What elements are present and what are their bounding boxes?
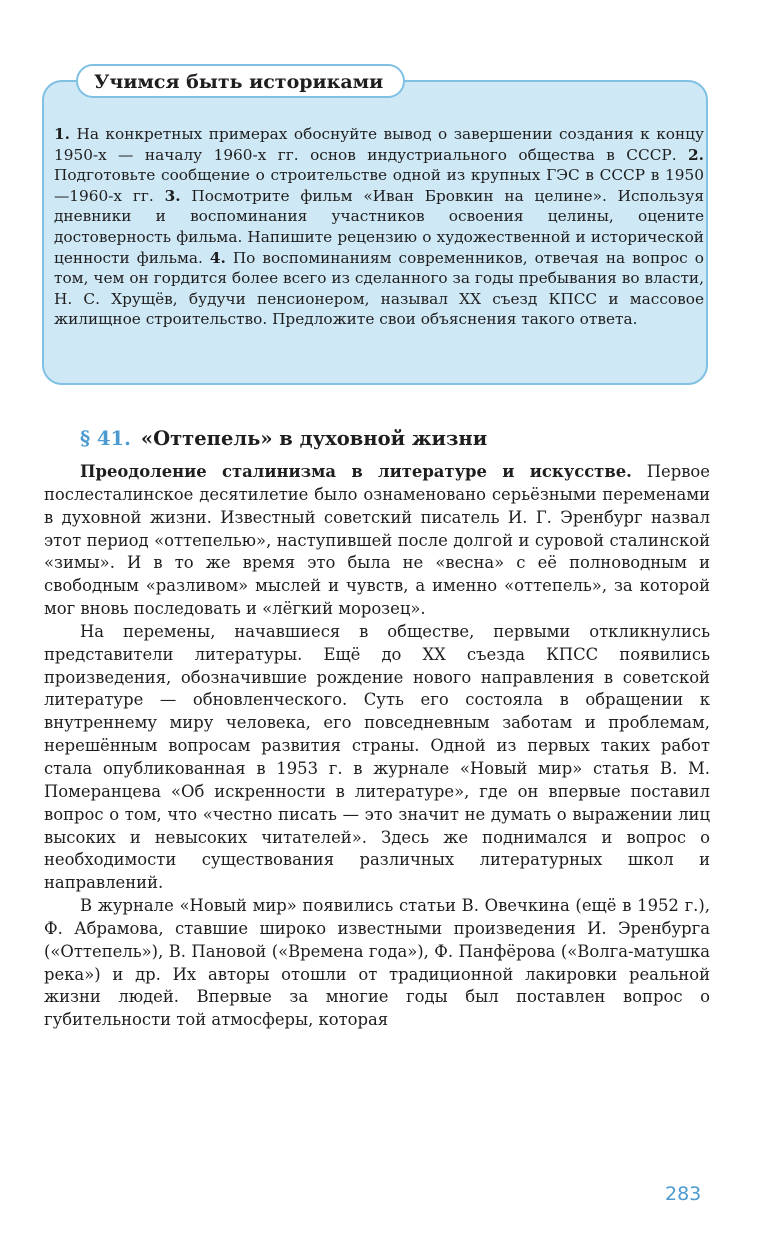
item-4-number: 4.	[209, 248, 226, 267]
item-2-number: 2.	[688, 145, 704, 164]
item-4-text: По воспоминаниям современников, отвечая на вопрос о том, чем он гордится более всего из сделанного за годы пребывания во власти, Н. С. Хрущёв, будучи пенсионером, называл XX съезд КПСС и массовое жилищное строительство. Предложите свои объяснения такого ответа.	[54, 248, 704, 329]
section-heading	[80, 427, 720, 450]
item-1-text: На конкретных примерах обоснуйте вывод о завершении создания к концу 1950-х — началу 1960-х гг. основ индустриального общества в СССР.	[54, 125, 705, 164]
assignment-text	[54, 124, 704, 330]
paragraph-1	[44, 461, 710, 621]
paragraph-2: На перемены, начавшиеся в обществе, первыми откликнулись представители литературы. Ещё до XX съезда КПСС появились произведения, обозначившие рождение нового направления в советской литературе — обновленческого. Суть его состояла в обращении к внутреннему миру человека, его повседневным заботам и проблемам, нерешённым вопросам развития страны. Одной из первых таких работ стала опубликованная в 1953 г. в журнале «Новый мир» статья В. М. Померанцева «Об искренности в литературе», где он впервые поставил вопрос о том, что «честно писать — это значит не думать о выражении лиц высоких и невысоких читателей». Здесь же поднимался и вопрос о необходимости существования различных литературных школ и направлений.	[44, 621, 710, 893]
item-2-text: Подготовьте сообщение о строительстве одной из крупных ГЭС в СССР в 1950—1960-х гг.	[54, 166, 704, 205]
assignment-box-title: Учимся быть историками	[76, 64, 405, 98]
paragraph-1-text: Первое послесталинское десятилетие было ознаменовано серьёзными переменами в духовной жизни. Известный советский писатель И. Г. Эренбург назвал этот период «оттепелью», наступившей после долгой и суровой сталинской «зимы». И в то же время это была не «весна» с её полноводным и свободным «разливом» мыслей и чувств, а именно «оттепель», за которой мог вновь последовать и «лёгкий морозец».	[44, 462, 711, 619]
main-text	[44, 461, 710, 1032]
section-title: «Оттепель» в духовной жизни	[140, 427, 488, 450]
assignment-box	[42, 58, 710, 388]
item-3-number: 3.	[164, 186, 181, 205]
item-3-text: Посмотрите фильм «Иван Бровкин на целине». Используя дневники и воспоминания участников освоения целины, оцените достоверность фильма. Напишите рецензию о художественной и исторической ценности фильма.	[54, 186, 704, 267]
item-1-number: 1.	[54, 125, 70, 143]
assignment-box-panel	[42, 80, 708, 385]
page-number: 283	[665, 1183, 702, 1205]
section-number: § 41.	[80, 427, 131, 450]
paragraph-1-lead: Преодоление сталинизма в литературе и искусстве.	[80, 462, 632, 481]
paragraph-3: В журнале «Новый мир» появились статьи В. Овечкина (ещё в 1952 г.), Ф. Абрамова, ставшие широко известными произведения И. Эренбурга («Оттепель»), В. Пановой («Времена года»), Ф. Панфёрова («Волга-матушка река») и др. Их авторы отошли от традиционной лакировки реальной жизни людей. Впервые за многие годы был поставлен вопрос о губительности той атмосферы, которая	[44, 896, 710, 1030]
